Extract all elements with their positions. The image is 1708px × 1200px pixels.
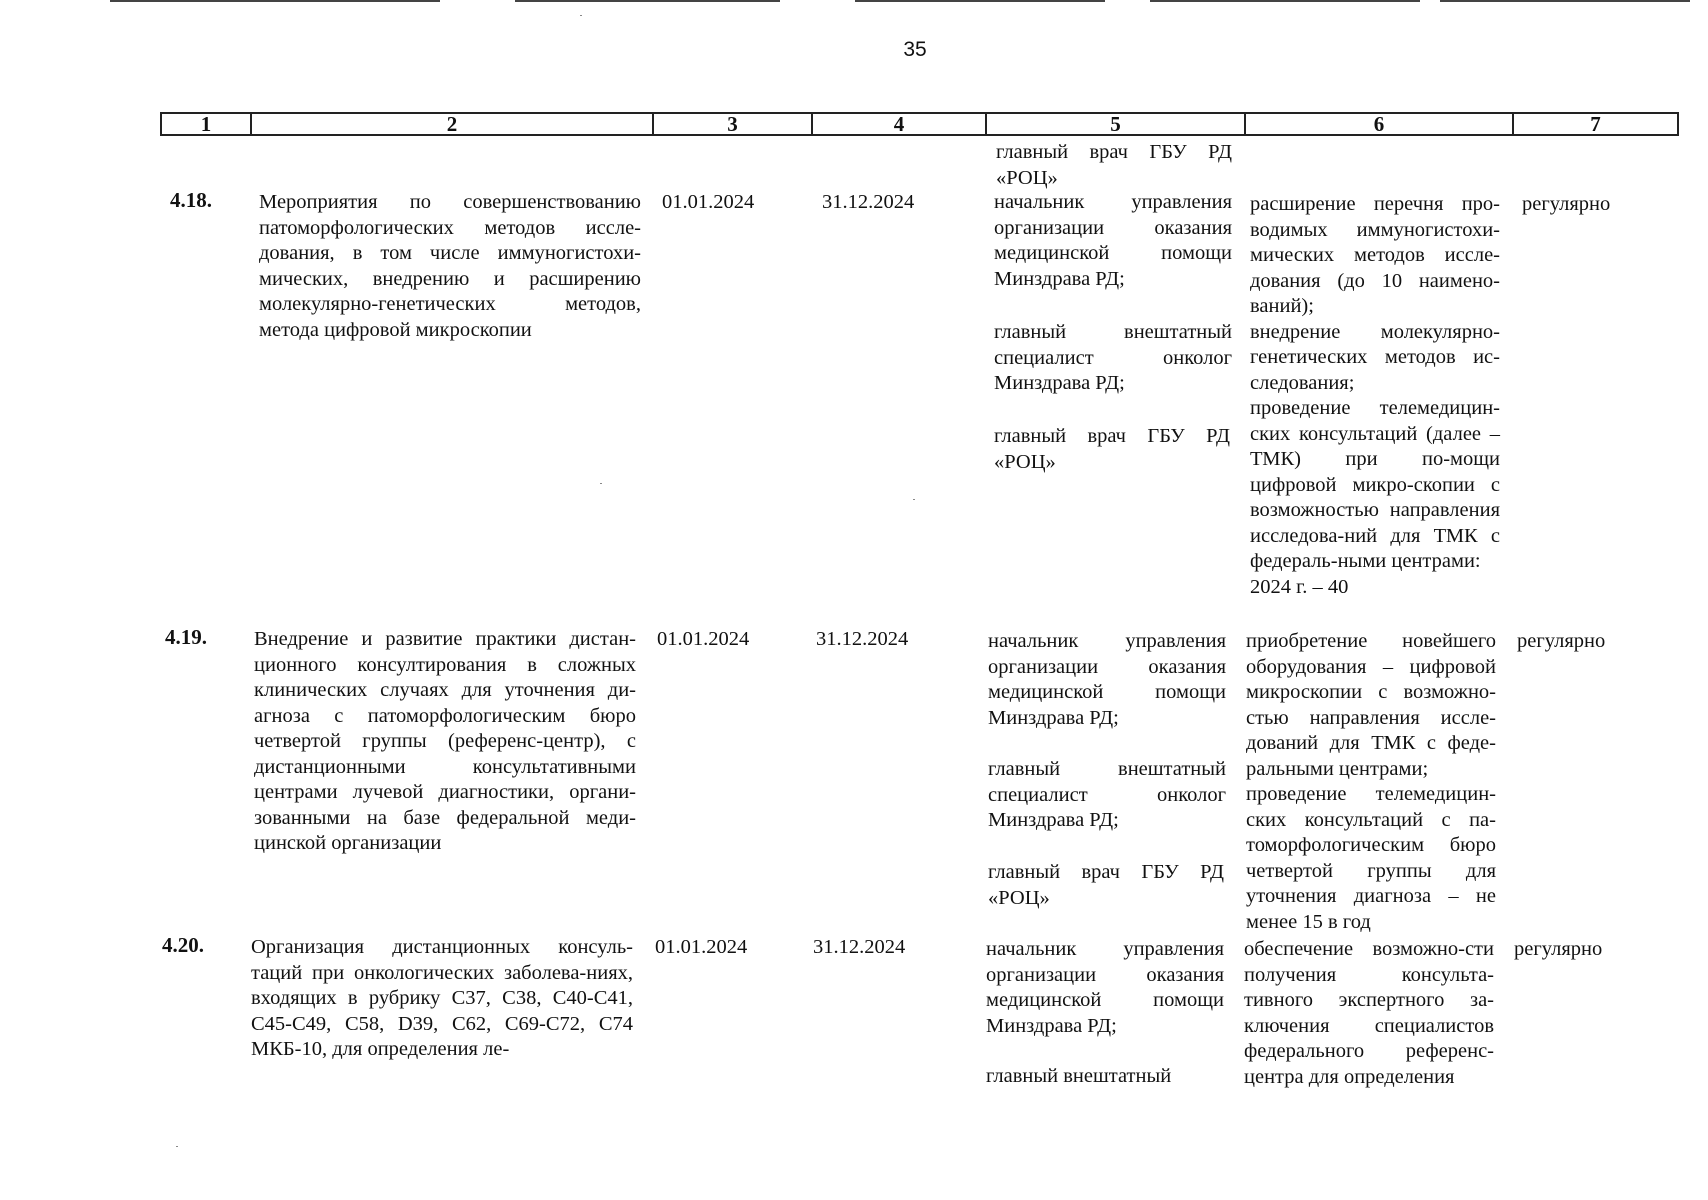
responsible-item: начальник управления организации оказания медицинской помощи Минздрава РД; xyxy=(994,191,1232,290)
start-date: 01.01.2024 xyxy=(657,628,750,650)
scan-top-rule xyxy=(515,0,780,2)
table-header xyxy=(160,112,1679,136)
scan-top-rule xyxy=(110,0,440,2)
start-date: 01.01.2024 xyxy=(662,191,755,213)
end-date: 31.12.2024 xyxy=(822,191,915,213)
responsible-item: главный врач ГБУ РД «РОЦ» xyxy=(994,425,1230,473)
row-number: 4.20. xyxy=(162,933,204,957)
scan-speck xyxy=(600,483,602,484)
expected-result: обеспечение возможно-сти получения консульта-тивного экспертного за-ключения специалистов федерального референс-центра для определения xyxy=(1244,938,1494,1088)
scan-speck xyxy=(176,1146,178,1147)
expected-result: приобретение новейшего оборудования – цифровой микроскопии с возможно-стью направления иссле-дований для ТМК с феде-ральными центрами; проведение телемедицин-ских консультаций с па-томорфологическим бюро четвертой группы для уточнения диагноза – не менее 15 в год xyxy=(1246,630,1496,933)
measure-title: Внедрение и развитие практики дистан-ционного консултирования в сложных клинических случаях для уточнения ди-агноза с патоморфологическим бюро четвертой группы (референс-центр), с дистанционными консультативными центрами лучевой диагностики, органи-зованными на базе федеральной меди-цинской организации xyxy=(254,628,636,854)
scan-top-rule xyxy=(1440,0,1690,2)
scan-speck xyxy=(913,499,915,500)
carryover-responsible: главный врач ГБУ РД «РОЦ» xyxy=(996,141,1232,189)
header-col-2: 2 xyxy=(252,114,654,134)
responsible-item: главный врач ГБУ РД «РОЦ» xyxy=(988,861,1224,909)
page-number: 35 xyxy=(903,38,927,61)
scan-speck xyxy=(580,15,582,16)
frequency: регулярно xyxy=(1517,630,1606,652)
measure-title: Организация дистанционных консуль-таций при онкологических заболева-ниях, входящих в рубрику С37, С38, С40-С41, С45-С49, С58, D39, С62, С69-С72, С74 МКБ-10, для определения ле- xyxy=(251,936,633,1060)
frequency: регулярно xyxy=(1514,938,1603,960)
end-date: 31.12.2024 xyxy=(816,628,909,650)
header-col-4: 4 xyxy=(813,114,987,134)
header-col-5: 5 xyxy=(987,114,1246,134)
responsible-item: главный внештатный xyxy=(986,1065,1172,1087)
header-col-1: 1 xyxy=(162,114,252,134)
header-col-6: 6 xyxy=(1246,114,1514,134)
responsible-item: главный внештатный специалист онколог Минздрава РД; xyxy=(988,758,1226,831)
responsible-item: начальник управления организации оказания медицинской помощи Минздрава РД; xyxy=(986,938,1224,1037)
row-number: 4.19. xyxy=(165,625,207,649)
start-date: 01.01.2024 xyxy=(655,936,748,958)
expected-result: расширение перечня про-водимых иммуногистохи-мических методов иссле-дования (до 10 наимено-ваний); внедрение молекулярно-генетических методов ис-следования; проведение телемедицин-ских консультаций (далее – ТМК) при по-мощи цифровой микро-скопии с возможностью направления исследова-ний для ТМК с федераль-ными центрами: 2024 г. – 40 xyxy=(1250,193,1500,598)
header-col-7: 7 xyxy=(1590,112,1601,136)
responsible-item: начальник управления организации оказания медицинской помощи Минздрава РД; xyxy=(988,630,1226,729)
end-date: 31.12.2024 xyxy=(813,936,906,958)
responsible-item: главный внештатный специалист онколог Минздрава РД; xyxy=(994,321,1232,394)
row-number: 4.18. xyxy=(170,188,212,212)
frequency: регулярно xyxy=(1522,193,1611,215)
scan-top-rule xyxy=(855,0,1105,2)
measure-title: Мероприятия по совершенствованию патоморфологических методов иссле-дования, в том числе иммуногистохи-мических, внедрению и расширению молекулярно-генетических методов, метода цифровой микроскопии xyxy=(259,191,641,341)
scan-top-rule xyxy=(1150,0,1420,2)
header-col-3: 3 xyxy=(654,114,813,134)
